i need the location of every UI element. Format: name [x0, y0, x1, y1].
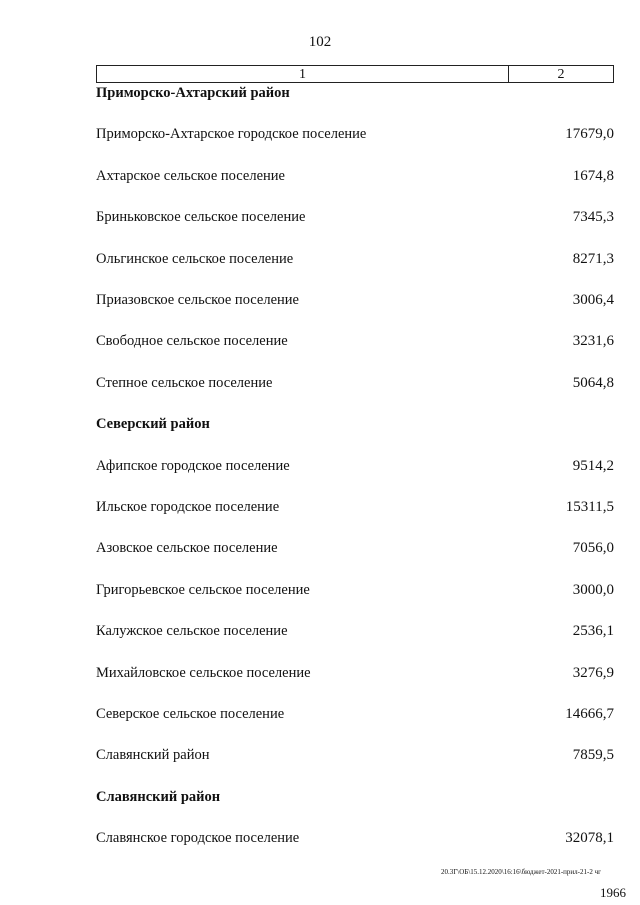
- settlement-row: [96, 124, 614, 144]
- settlement-row: [96, 249, 614, 269]
- settlement-name: Славянский район: [96, 747, 210, 763]
- settlement-row: [96, 207, 614, 227]
- settlement-value: 14666,7: [565, 706, 614, 722]
- district-heading: [96, 787, 614, 807]
- settlement-value: 32078,1: [565, 830, 614, 846]
- district-name: Славянский район: [96, 789, 221, 805]
- settlement-value: 7345,3: [572, 209, 614, 225]
- settlement-name: Свободное сельское поселение: [96, 333, 288, 349]
- settlement-value: 3276,9: [572, 665, 614, 681]
- settlement-value: 7056,0: [572, 540, 614, 556]
- district-heading: [96, 83, 614, 103]
- settlement-name: Ильское городское поселение: [96, 499, 280, 515]
- settlement-value: 15311,5: [565, 499, 614, 515]
- settlement-row: [96, 166, 614, 186]
- column-2-header: 2: [557, 67, 565, 82]
- settlement-row: [96, 745, 614, 765]
- settlement-name: Афипское городское поселение: [96, 458, 290, 474]
- district-name: Северский район: [96, 416, 210, 432]
- settlement-row: [96, 373, 614, 393]
- settlement-name: Приазовское сельское поселение: [96, 292, 299, 308]
- settlement-row: [96, 580, 614, 600]
- settlement-row: [96, 828, 614, 848]
- column-1-header: 1: [97, 66, 509, 82]
- settlement-value: 5064,8: [572, 375, 614, 391]
- settlement-name: Азовское сельское поселение: [96, 540, 278, 556]
- settlement-name: Северское сельское поселение: [96, 706, 285, 722]
- settlement-value: 3231,6: [572, 333, 614, 349]
- settlement-row: [96, 538, 614, 558]
- settlement-row: [96, 497, 614, 517]
- table-header: [96, 65, 614, 83]
- settlement-name: Григорьевское сельское поселение: [96, 582, 310, 598]
- settlement-row: [96, 456, 614, 476]
- settlement-value: 9514,2: [572, 458, 614, 474]
- settlement-row: [96, 290, 614, 310]
- settlement-value: 2536,1: [572, 623, 614, 639]
- document-code: 20.3Г\ОБ\15.12.2020\16:16\бюджет-2021-прил-21-2 чг: [441, 868, 601, 876]
- settlement-value: 17679,0: [565, 126, 614, 142]
- settlement-value: 3006,4: [572, 292, 614, 308]
- district-name: Приморско-Ахтарский район: [96, 85, 290, 101]
- settlement-row: [96, 621, 614, 641]
- settlement-name: Ольгинское сельское поселение: [96, 251, 294, 267]
- settlement-row: [96, 331, 614, 351]
- settlement-value: 7859,5: [572, 747, 614, 763]
- settlement-name: Бриньковское сельское поселение: [96, 209, 306, 225]
- settlement-name: Михайловское сельское поселение: [96, 665, 311, 681]
- settlement-name: Степное сельское поселение: [96, 375, 273, 391]
- settlement-value: 3000,0: [572, 582, 614, 598]
- settlement-value: 8271,3: [572, 251, 614, 267]
- settlement-name: Приморско-Ахтарское городское поселение: [96, 126, 367, 142]
- sheet-number: 1966: [600, 885, 626, 900]
- settlement-row: [96, 663, 614, 683]
- settlement-name: Славянское городское поселение: [96, 830, 300, 846]
- settlement-name: Калужское сельское поселение: [96, 623, 288, 639]
- settlement-name: Ахтарское сельское поселение: [96, 168, 285, 184]
- district-heading: [96, 414, 614, 434]
- settlement-value: 1674,8: [572, 168, 614, 184]
- page-number: 102: [308, 34, 332, 50]
- settlement-row: [96, 704, 614, 724]
